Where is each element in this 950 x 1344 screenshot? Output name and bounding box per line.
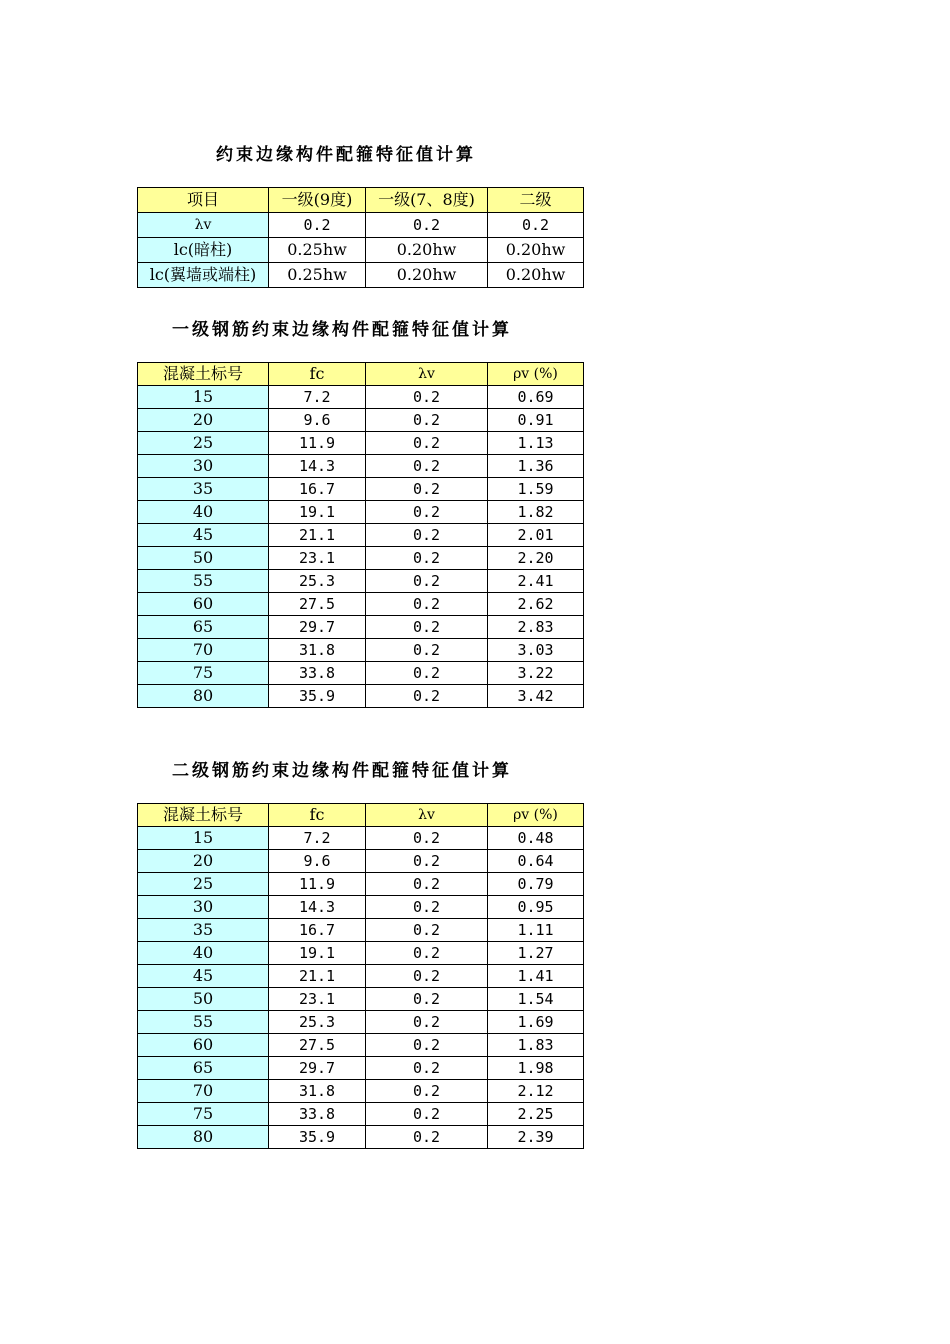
table-cell: 0.20hw	[366, 263, 488, 288]
table-cell: 0.2	[366, 409, 488, 432]
table-row	[138, 942, 584, 965]
table-row	[138, 827, 584, 850]
table-row	[138, 386, 584, 409]
table-cell: 2.12	[488, 1080, 584, 1103]
row-label: 80	[138, 685, 269, 708]
table-cell: 1.83	[488, 1034, 584, 1057]
header-cell: ρv (%)	[488, 363, 584, 386]
row-label: 70	[138, 1080, 269, 1103]
table-cell: 16.7	[269, 478, 366, 501]
table-row	[138, 1057, 584, 1080]
table-cell: 0.20hw	[488, 238, 584, 263]
table-cell: 0.2	[366, 1034, 488, 1057]
table-cell: 0.2	[366, 639, 488, 662]
table-cell: 2.25	[488, 1103, 584, 1126]
table-cell: 7.2	[269, 386, 366, 409]
table-cell: 0.69	[488, 386, 584, 409]
row-label: 75	[138, 1103, 269, 1126]
section2-title: 一级钢筋约束边缘构件配箍特征值计算	[172, 320, 512, 340]
row-label: lc(翼墙或端柱)	[138, 263, 269, 288]
table-cell: 2.01	[488, 524, 584, 547]
table-row	[138, 1080, 584, 1103]
table-cell: 0.2	[366, 386, 488, 409]
table-cell: 19.1	[269, 501, 366, 524]
table-row	[138, 685, 584, 708]
table-cell: 1.36	[488, 455, 584, 478]
header-cell: 项目	[138, 188, 269, 213]
table-cell: 25.3	[269, 1011, 366, 1034]
table-row	[138, 263, 584, 288]
table-cell: 0.2	[366, 919, 488, 942]
table-cell: 21.1	[269, 965, 366, 988]
header-cell: 混凝土标号	[138, 804, 269, 827]
table-cell: 0.2	[366, 662, 488, 685]
table-cell: 0.48	[488, 827, 584, 850]
table-cell: 0.2	[366, 547, 488, 570]
table-row	[138, 570, 584, 593]
table-cell: 0.25hw	[269, 238, 366, 263]
table-cell: 33.8	[269, 1103, 366, 1126]
table-cell: 7.2	[269, 827, 366, 850]
table-cell: 0.2	[366, 827, 488, 850]
row-label: 60	[138, 593, 269, 616]
table-header-row	[138, 804, 584, 827]
row-label: 40	[138, 942, 269, 965]
header-cell: 一级(9度)	[269, 188, 366, 213]
table-cell: 0.2	[366, 965, 488, 988]
table-cell: 31.8	[269, 639, 366, 662]
table-cell: 2.20	[488, 547, 584, 570]
section3-table	[137, 803, 584, 1149]
row-label: 65	[138, 616, 269, 639]
header-cell: λv	[366, 804, 488, 827]
table-cell: 0.2	[366, 988, 488, 1011]
table-row	[138, 547, 584, 570]
table-cell: 0.20hw	[488, 263, 584, 288]
table-row	[138, 850, 584, 873]
header-cell: ρv (%)	[488, 804, 584, 827]
table-row	[138, 616, 584, 639]
row-label: 50	[138, 988, 269, 1011]
table-row	[138, 238, 584, 263]
table-cell: 2.83	[488, 616, 584, 639]
header-cell: fc	[269, 804, 366, 827]
table-cell: 0.2	[366, 873, 488, 896]
header-cell: fc	[269, 363, 366, 386]
table-cell: 0.2	[269, 213, 366, 238]
table-row	[138, 432, 584, 455]
row-label: 25	[138, 873, 269, 896]
header-cell: 混凝土标号	[138, 363, 269, 386]
table-cell: 0.2	[366, 942, 488, 965]
table-cell: 0.2	[366, 524, 488, 547]
table-cell: 0.64	[488, 850, 584, 873]
table-row	[138, 965, 584, 988]
table-cell: 3.22	[488, 662, 584, 685]
table-header-row	[138, 188, 584, 213]
table-cell: 9.6	[269, 850, 366, 873]
table-row	[138, 593, 584, 616]
table-row	[138, 478, 584, 501]
table-row	[138, 988, 584, 1011]
header-cell: λv	[366, 363, 488, 386]
table-row	[138, 1126, 584, 1149]
row-label: 35	[138, 919, 269, 942]
row-label: 15	[138, 386, 269, 409]
table-cell: 14.3	[269, 455, 366, 478]
table-row	[138, 409, 584, 432]
table-cell: 0.2	[366, 896, 488, 919]
table-cell: 1.54	[488, 988, 584, 1011]
table-cell: 0.2	[366, 570, 488, 593]
table-row	[138, 524, 584, 547]
table-cell: 1.98	[488, 1057, 584, 1080]
table-row	[138, 213, 584, 238]
table-cell: 25.3	[269, 570, 366, 593]
table-cell: 0.2	[366, 501, 488, 524]
table-cell: 14.3	[269, 896, 366, 919]
table-cell: 1.41	[488, 965, 584, 988]
table-cell: 0.2	[366, 213, 488, 238]
row-label: 50	[138, 547, 269, 570]
table-cell: 27.5	[269, 593, 366, 616]
table-cell: 0.2	[488, 213, 584, 238]
section3-title: 二级钢筋约束边缘构件配箍特征值计算	[172, 761, 512, 781]
table-cell: 27.5	[269, 1034, 366, 1057]
section2-table	[137, 362, 584, 708]
table-row	[138, 873, 584, 896]
table-cell: 0.2	[366, 616, 488, 639]
row-label: 20	[138, 409, 269, 432]
table-cell: 19.1	[269, 942, 366, 965]
table-cell: 0.2	[366, 593, 488, 616]
table-cell: 35.9	[269, 1126, 366, 1149]
table-row	[138, 1103, 584, 1126]
table-cell: 11.9	[269, 873, 366, 896]
table-cell: 0.2	[366, 685, 488, 708]
row-label: 70	[138, 639, 269, 662]
table-cell: 3.03	[488, 639, 584, 662]
table-cell: 1.69	[488, 1011, 584, 1034]
row-label: 35	[138, 478, 269, 501]
row-label: 45	[138, 965, 269, 988]
table-cell: 1.11	[488, 919, 584, 942]
section1-table	[137, 187, 584, 288]
table-cell: 29.7	[269, 1057, 366, 1080]
table-cell: 23.1	[269, 547, 366, 570]
row-label: 30	[138, 896, 269, 919]
table-cell: 1.27	[488, 942, 584, 965]
table-cell: 0.2	[366, 478, 488, 501]
table-row	[138, 1011, 584, 1034]
table-cell: 0.25hw	[269, 263, 366, 288]
table-cell: 1.82	[488, 501, 584, 524]
row-label: 80	[138, 1126, 269, 1149]
table-cell: 0.79	[488, 873, 584, 896]
table-cell: 0.2	[366, 1057, 488, 1080]
table-cell: 0.95	[488, 896, 584, 919]
table-cell: 3.42	[488, 685, 584, 708]
table-cell: 33.8	[269, 662, 366, 685]
row-label: 45	[138, 524, 269, 547]
table-cell: 1.59	[488, 478, 584, 501]
table-row	[138, 896, 584, 919]
table-cell: 2.62	[488, 593, 584, 616]
table-row	[138, 455, 584, 478]
row-label: λv	[138, 213, 269, 238]
row-label: 55	[138, 1011, 269, 1034]
table-row	[138, 501, 584, 524]
row-label: 15	[138, 827, 269, 850]
row-label: lc(暗柱)	[138, 238, 269, 263]
table-cell: 0.2	[366, 850, 488, 873]
table-cell: 9.6	[269, 409, 366, 432]
row-label: 20	[138, 850, 269, 873]
table-cell: 21.1	[269, 524, 366, 547]
row-label: 75	[138, 662, 269, 685]
row-label: 30	[138, 455, 269, 478]
row-label: 40	[138, 501, 269, 524]
section1-title: 约束边缘构件配箍特征值计算	[216, 145, 476, 165]
table-row	[138, 662, 584, 685]
table-cell: 0.2	[366, 1080, 488, 1103]
table-cell: 0.2	[366, 1011, 488, 1034]
table-cell: 0.20hw	[366, 238, 488, 263]
table-cell: 0.2	[366, 1126, 488, 1149]
table-cell: 0.2	[366, 1103, 488, 1126]
table-cell: 0.91	[488, 409, 584, 432]
table-cell: 35.9	[269, 685, 366, 708]
table-row	[138, 919, 584, 942]
table-cell: 23.1	[269, 988, 366, 1011]
table-row	[138, 1034, 584, 1057]
header-cell: 二级	[488, 188, 584, 213]
table-cell: 2.39	[488, 1126, 584, 1149]
table-cell: 16.7	[269, 919, 366, 942]
table-cell: 31.8	[269, 1080, 366, 1103]
row-label: 65	[138, 1057, 269, 1080]
table-cell: 2.41	[488, 570, 584, 593]
table-cell: 11.9	[269, 432, 366, 455]
table-row	[138, 639, 584, 662]
table-cell: 29.7	[269, 616, 366, 639]
header-cell: 一级(7、8度)	[366, 188, 488, 213]
table-cell: 0.2	[366, 455, 488, 478]
row-label: 25	[138, 432, 269, 455]
table-cell: 1.13	[488, 432, 584, 455]
table-header-row	[138, 363, 584, 386]
table-cell: 0.2	[366, 432, 488, 455]
row-label: 60	[138, 1034, 269, 1057]
row-label: 55	[138, 570, 269, 593]
